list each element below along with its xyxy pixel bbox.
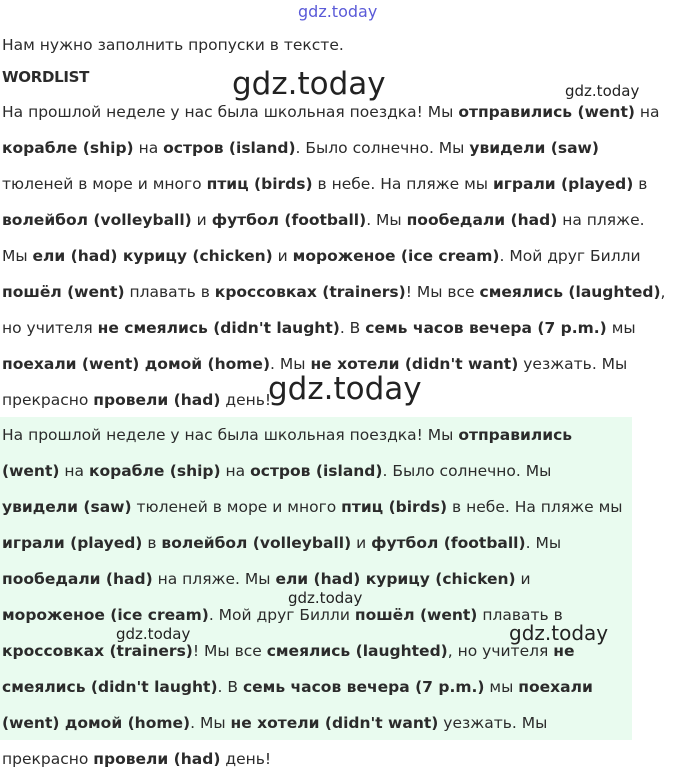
text-segment: , но учителя — [2, 283, 666, 337]
filled-word: мороженое (ice cream) — [292, 247, 500, 265]
filled-word: смеялись (laughted) — [266, 642, 448, 660]
text-segment: . Было солнечно. Мы — [295, 139, 470, 157]
filled-word: провели (had) — [93, 391, 221, 409]
filled-word: остров (island) — [163, 139, 296, 157]
text-segment: . В — [217, 678, 243, 696]
text-segment: день! — [220, 391, 272, 409]
text-segment: на — [133, 139, 164, 157]
text-segment: в небе. На пляже мы — [312, 175, 493, 193]
filled-word: пошёл (went) — [354, 606, 478, 624]
filled-word: волейбол (volleyball) — [2, 211, 192, 229]
text-segment: мы — [606, 319, 636, 337]
text-segment: в — [633, 175, 648, 193]
filled-word: не смеялись (didn't laught) — [2, 642, 575, 696]
text-segment: уезжать. Мы прекрасно — [2, 714, 548, 768]
text-segment: На прошлой неделе у нас была школьная поездка! Мы — [2, 426, 459, 444]
filled-word: смеялись (laughted) — [479, 283, 661, 301]
watermark: gdz.today — [288, 589, 363, 607]
filled-word: поехали (went) домой (home) — [2, 678, 593, 732]
text-segment: На прошлой неделе у нас была школьная поездка! Мы — [2, 103, 459, 121]
text-segment: на — [634, 103, 660, 121]
filled-word: играли (played) — [2, 534, 143, 552]
text-segment: тюленей в море и много — [131, 498, 342, 516]
text-segment: . Было солнечно. Мы — [382, 462, 552, 480]
text-segment: мы — [484, 678, 519, 696]
wordlist-heading: WORDLIST — [2, 68, 90, 86]
text-segment: плавать в — [124, 283, 215, 301]
watermark-top: gdz.today — [298, 2, 378, 21]
filled-word: кроссовках (trainers) — [214, 283, 406, 301]
text-segment: в — [142, 534, 162, 552]
text-segment: тюленей в море и много — [2, 175, 207, 193]
watermark: gdz.today — [268, 371, 422, 407]
filled-word: не смеялись (didn't laught) — [97, 319, 340, 337]
text-segment: ! Мы все — [405, 283, 480, 301]
filled-word: корабле (ship) — [88, 462, 221, 480]
filled-word: птиц (birds) — [206, 175, 313, 193]
watermark: gdz.today — [232, 66, 386, 102]
filled-word: не хотели (didn't want) — [230, 714, 439, 732]
text-segment: . Мы — [270, 355, 311, 373]
text-segment: и — [515, 570, 531, 588]
filled-word: мороженое (ice cream) — [2, 606, 209, 624]
text-segment: на — [59, 462, 89, 480]
watermark: gdz.today — [565, 82, 640, 100]
text-segment: плавать в — [477, 606, 563, 624]
text-segment: . Мы — [190, 714, 231, 732]
text-segment: . Мой друг Билли — [208, 606, 355, 624]
filled-word: футбол (football) — [211, 211, 367, 229]
filled-word: отправились (went) — [458, 103, 635, 121]
text-segment: . Мой друг Билли — [499, 247, 641, 265]
text-segment: и — [351, 534, 372, 552]
filled-word: ели (had) курицу (chicken) — [275, 570, 516, 588]
text-segment: ! Мы все — [192, 642, 267, 660]
filled-word: поехали (went) домой (home) — [2, 355, 271, 373]
text-segment: на — [220, 462, 251, 480]
filled-word: пошёл (went) — [2, 283, 125, 301]
filled-word: кроссовках (trainers) — [2, 642, 193, 660]
filled-word: футбол (football) — [371, 534, 526, 552]
text-segment: день! — [220, 750, 272, 768]
text-segment: , но учителя — [447, 642, 554, 660]
filled-word: семь часов вечера (7 p.m.) — [242, 678, 485, 696]
filled-word: увидели (saw) — [469, 139, 599, 157]
filled-word: корабле (ship) — [2, 139, 134, 157]
text-segment: и — [191, 211, 212, 229]
filled-word: птиц (birds) — [341, 498, 448, 516]
text-segment: уезжать. Мы прекрасно — [2, 355, 628, 409]
text-segment: . Мы — [525, 534, 562, 552]
filled-word: волейбол (volleyball) — [161, 534, 352, 552]
filled-word: пообедали (had) — [2, 570, 153, 588]
filled-word: увидели (saw) — [2, 498, 132, 516]
text-segment: в небе. На пляже мы — [447, 498, 623, 516]
filled-word: провели (had) — [93, 750, 221, 768]
intro-text: Нам нужно заполнить пропуски в тексте. — [2, 36, 344, 54]
text-segment: . В — [339, 319, 366, 337]
filled-word: ели (had) курицу (chicken) — [32, 247, 273, 265]
text-segment: на пляже. Мы — [2, 211, 645, 265]
text-segment: и — [272, 247, 293, 265]
watermark: gdz.today — [116, 625, 191, 643]
story-paragraph — [2, 94, 670, 418]
text-segment: на пляже. Мы — [152, 570, 276, 588]
filled-word: не хотели (didn't want) — [310, 355, 519, 373]
filled-word: пообедали (had) — [406, 211, 558, 229]
filled-word: семь часов вечера (7 p.m.) — [365, 319, 607, 337]
text-segment: . Мы — [366, 211, 407, 229]
filled-word: отправились (went) — [2, 426, 573, 480]
filled-word: остров (island) — [250, 462, 383, 480]
filled-word: играли (played) — [492, 175, 634, 193]
watermark: gdz.today — [509, 621, 609, 645]
